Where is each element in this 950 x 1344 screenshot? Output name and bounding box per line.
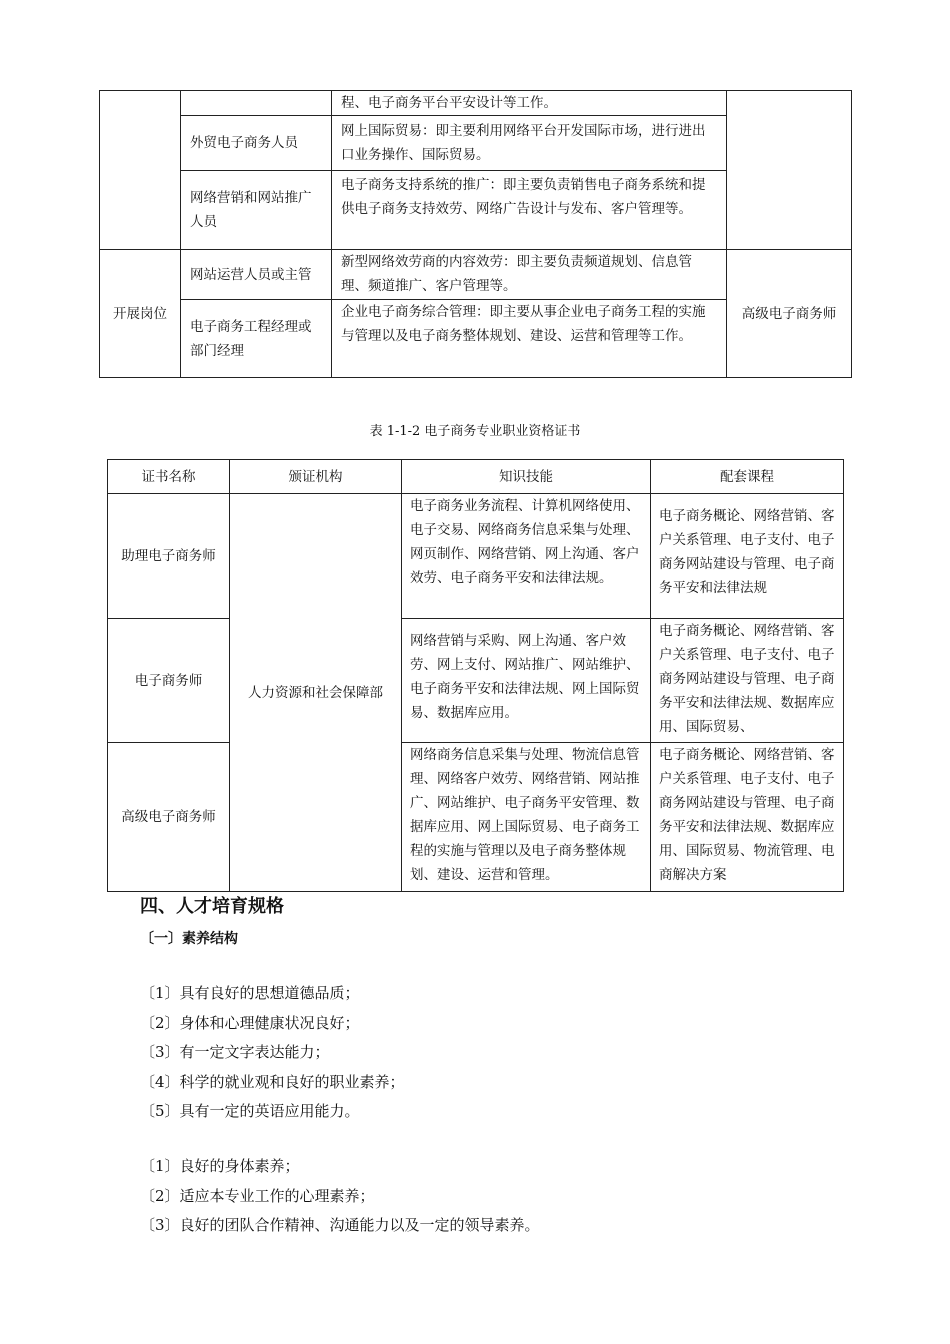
level-cell-empty [727,91,852,250]
role-cell [181,91,332,116]
list-item: 〔2〕身体和心理健康状况良好； [140,1013,360,1032]
list-item: 〔5〕具有一定的英语应用能力。 [140,1102,360,1120]
section-title: 四、人才培育规格 [140,896,284,917]
skill-cell: 网络营销与采购、网上沟通、客户效劳、网上支付、网站推广、网站维护、电子商务平安和法律法规、网上国际贸易、数据库应用。 [402,619,651,743]
category-cell: 开展岗位 [100,250,181,378]
desc-cell: 程、电子商务平台平安设计等工作。 [332,91,727,116]
desc-cell: 电子商务支持系统的推广：即主要负责销售电子商务系统和提供电子商务支持效劳、网络广告设计与发布、客户管理等。 [332,171,727,250]
role-cell: 外贸电子商务人员 [181,116,332,171]
skill-cell: 网络商务信息采集与处理、物流信息管理、网络客户效劳、网络营销、网站推广、网站维护、电子商务平安管理、数据库应用、网上国际贸易、电子商务工程的实施与管理以及电子商务整体规划、建设、运营和管理。 [402,743,651,892]
header-courses: 配套课程 [651,460,844,494]
role-cell: 网站运营人员或主管 [181,250,332,300]
course-cell: 电子商务概论、网络营销、客户关系管理、电子支付、电子商务网站建设与管理、电子商务平安和法律法规、数据库应用、国际贸易、 [651,619,844,743]
cert-name-cell: 电子商务师 [108,619,230,743]
header-issuer: 颁证机构 [230,460,402,494]
desc-cell: 企业电子商务综合管理：即主要从事企业电子商务工程的实施与管理以及电子商务整体规划、建设、运营和管理等工作。 [332,300,727,378]
list-item: 〔3〕良好的团队合作精神、沟通能力以及一定的领导素养。 [140,1216,540,1234]
cert-name-cell: 高级电子商务师 [108,743,230,892]
cert-name-cell: 助理电子商务师 [108,494,230,619]
skill-cell: 电子商务业务流程、计算机网络使用、电子交易、网络商务信息采集与处理、网页制作、网络营销、网上沟通、客户效劳、电子商务平安和法律法规。 [402,494,651,619]
course-cell: 电子商务概论、网络营销、客户关系管理、电子支付、电子商务网站建设与管理、电子商务平安和法律法规 [651,494,844,619]
level-cell: 高级电子商务师 [727,250,852,378]
quality-list [140,979,405,1127]
desc-cell: 网上国际贸易：即主要利用网络平台开发国际市场，进行进出口业务操作、国际贸易。 [332,116,727,171]
list-item: 〔3〕有一定文字表达能力； [140,1043,330,1061]
table-caption: 表 1-1-2 电子商务专业职业资格证书 [369,424,581,439]
list-item: 〔2〕适应本专业工作的心理素养； [140,1186,375,1205]
quality-list-2 [140,1152,540,1241]
header-cert-name: 证书名称 [108,460,230,494]
role-cell: 电子商务工程经理或部门经理 [181,300,332,378]
list-item: 〔1〕良好的身体素养； [140,1157,300,1175]
role-cell: 网络营销和网站推广人员 [181,171,332,250]
category-cell-empty [100,91,181,250]
list-item: 〔1〕具有良好的思想道德品质； [140,984,360,1002]
subsection-title: 〔一〕素养结构 [140,931,238,947]
issuer-cell: 人力资源和社会保障部 [230,494,402,892]
header-skills: 知识技能 [402,460,651,494]
course-cell: 电子商务概论、网络营销、客户关系管理、电子支付、电子商务网站建设与管理、电子商务平安和法律法规、数据库应用、国际贸易、物流管理、电商解决方案 [651,743,844,892]
career-table [99,90,852,378]
certificate-table [107,459,844,892]
list-item: 〔4〕科学的就业观和良好的职业素养； [140,1072,405,1091]
desc-cell: 新型网络效劳商的内容效劳：即主要负责频道规划、信息管理、频道推广、客户管理等。 [332,250,727,300]
